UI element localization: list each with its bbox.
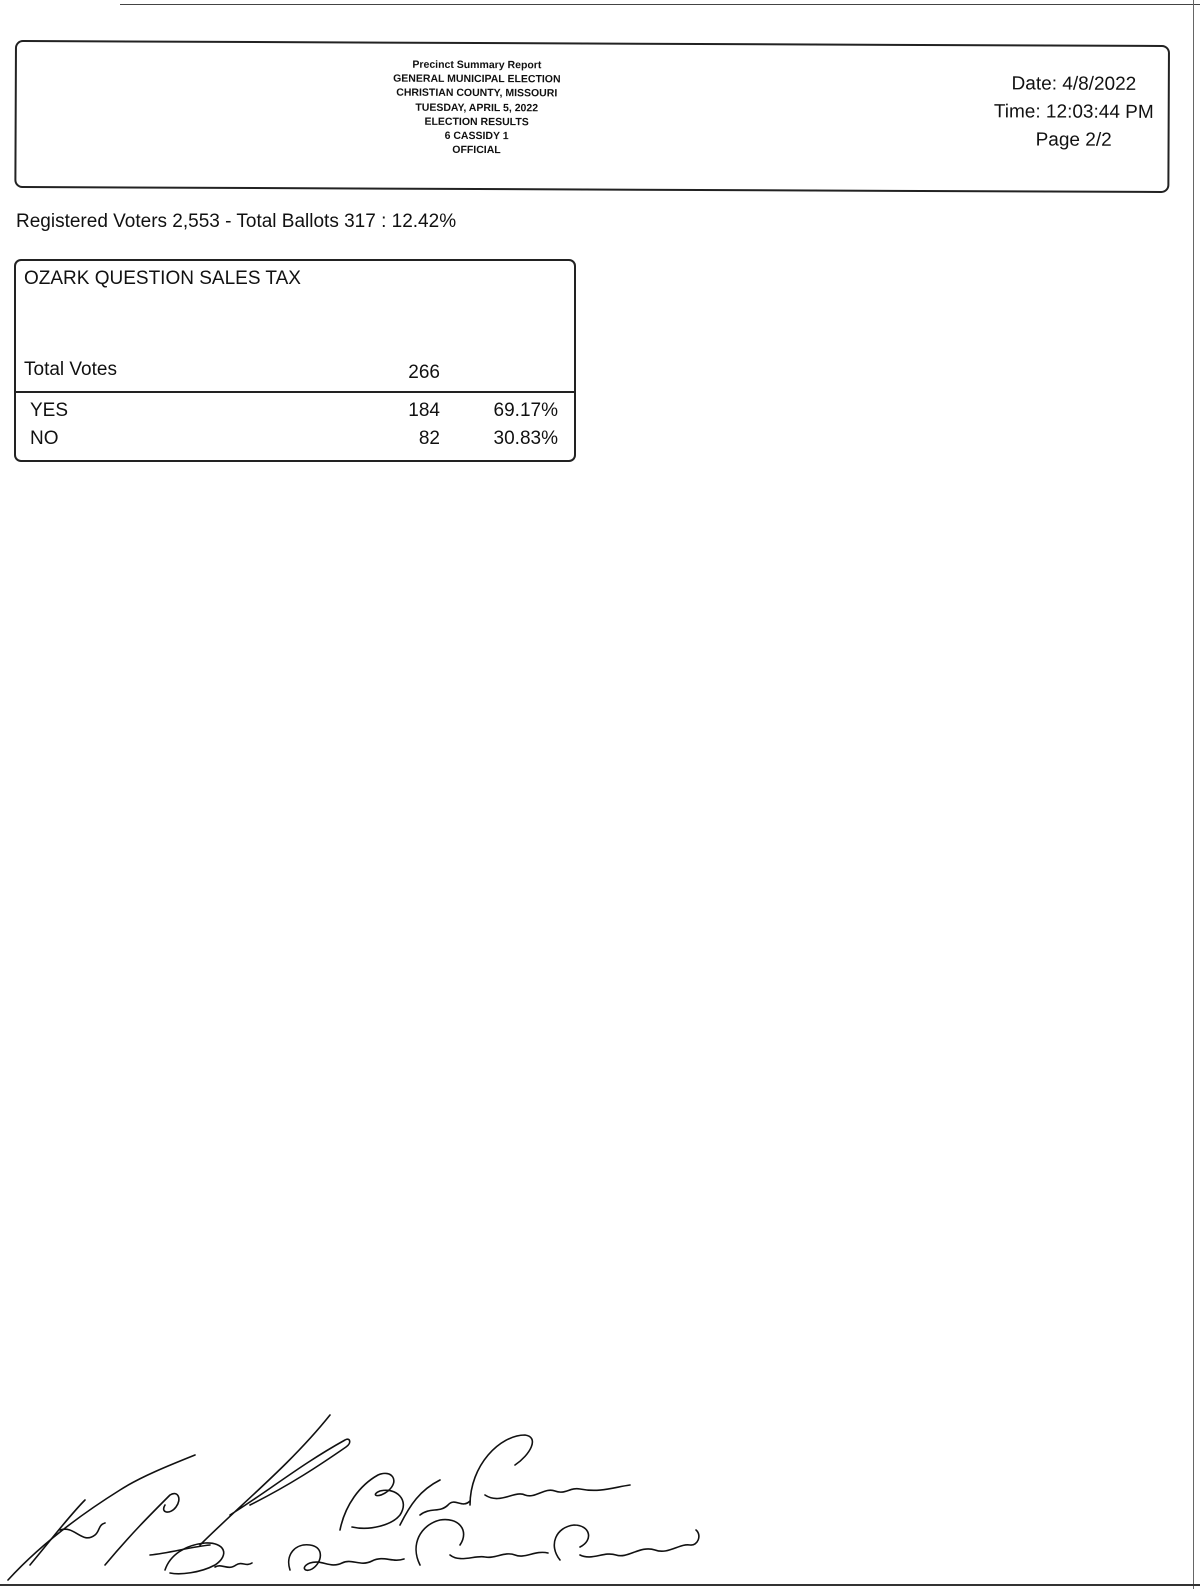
table-divider [16, 391, 574, 393]
judge-signatures [0, 1395, 720, 1585]
contest-results-table [14, 259, 576, 462]
scan-edge-top [120, 4, 1200, 5]
choice-name: NO [30, 428, 59, 449]
report-type: ELECTION RESULTS [424, 115, 529, 129]
report-title: Precinct Summary Report [412, 58, 542, 72]
report-header-info [306, 57, 646, 158]
total-votes-value: 266 [408, 362, 440, 383]
signature-stroke [8, 1455, 195, 1580]
page-number: Page 2/2 [1035, 129, 1112, 151]
total-votes-label: Total Votes [24, 359, 117, 380]
report-date: Date: 4/8/2022 [1011, 73, 1137, 95]
choice-row-no [16, 428, 574, 454]
choice-name: YES [30, 400, 69, 421]
report-meta [994, 70, 1154, 155]
precinct-name: 6 CASSIDY 1 [444, 129, 509, 143]
report-time: Time: 12:03:44 PM [993, 101, 1154, 123]
choice-votes: 82 [418, 428, 440, 449]
election-date: TUESDAY, APRIL 5, 2022 [415, 101, 539, 114]
signature-stroke [105, 1494, 179, 1565]
signature-stroke [400, 1480, 470, 1525]
signature-stroke [554, 1525, 699, 1560]
choice-row-yes [16, 400, 574, 426]
signature-stroke [289, 1545, 404, 1571]
scan-edge-right [1193, 0, 1194, 1589]
county-name: CHRISTIAN COUNTY, MISSOURI [396, 87, 558, 100]
turnout-summary: Registered Voters 2,553 - Total Ballots 317 : 12.42% [16, 211, 457, 232]
report-status: OFFICIAL [452, 144, 501, 157]
report-header [14, 40, 1170, 193]
choice-percent: 30.83% [493, 428, 558, 449]
signature-stroke [416, 1520, 548, 1565]
signature-stroke [150, 1545, 252, 1567]
choice-percent: 69.17% [493, 400, 558, 421]
signature-stroke [340, 1473, 403, 1530]
signature-stroke [200, 1415, 350, 1545]
choice-votes: 184 [408, 400, 440, 421]
signature-stroke [470, 1435, 630, 1505]
contest-title: OZARK QUESTION SALES TAX [24, 268, 301, 289]
signature-stroke [30, 1500, 105, 1565]
election-name: GENERAL MUNICIPAL ELECTION [393, 72, 561, 86]
